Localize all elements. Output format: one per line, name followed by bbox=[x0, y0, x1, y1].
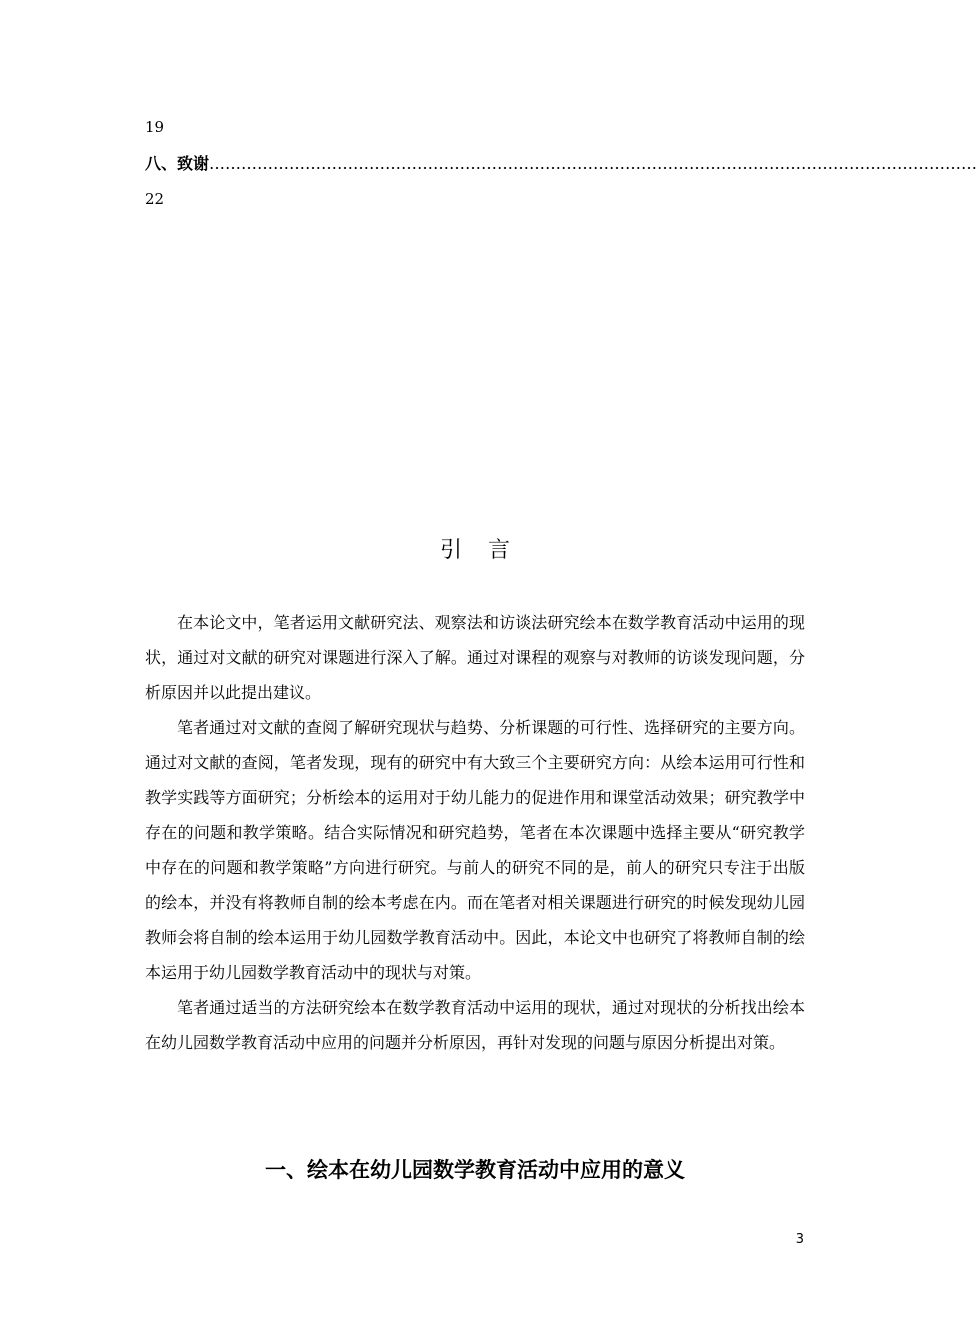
intro-paragraph-1: 在本论文中，笔者运用文献研究法、观察法和访谈法研究绘本在数学教育活动中运用的现状，通过对文献的研究对课题进行深入了解。通过对课程的观察与对教师的访谈发现问题，分析原因并以此提出建议。 bbox=[145, 613, 805, 702]
toc-entry-acknowledgements[interactable] bbox=[145, 152, 977, 176]
page-number: 3 bbox=[795, 1232, 804, 1247]
toc-entry-label: 八、致谢 bbox=[145, 154, 210, 173]
section-heading: 一、绘本在幼儿园数学教育活动中应用的意义 bbox=[265, 1158, 685, 1182]
toc-page-number-19: 19 bbox=[145, 118, 165, 136]
intro-paragraph-3: 笔者通过适当的方法研究绘本在数学教育活动中运用的现状，通过对现状的分析找出绘本在幼儿园数学教育活动中应用的问题并分析原因，再针对发现的问题与原因分析提出对策。 bbox=[145, 998, 805, 1052]
intro-paragraph-2: 笔者通过对文献的查阅了解研究现状与趋势、分析课题的可行性、选择研究的主要方向。通过对文献的查阅，笔者发现，现有的研究中有大致三个主要研究方向：从绘本运用可行性和教学实践等方面研究；分析绘本的运用对于幼儿能力的促进作用和课堂活动效果；研究教学中存在的问题和教学策略。结合实际情况和研究趋势，笔者在本次课题中选择主要从“研究教学中存在的问题和教学策略”方向进行研究。与前人的研究不同的是，前人的研究只专注于出版的绘本，并没有将教师自制的绘本考虑在内。而在笔者对相关课题进行研究的时候发现幼儿园教师会将自制的绘本运用于幼儿园数学教育活动中。因此，本论文中也研究了将教师自制的绘本运用于幼儿园数学教育活动中的现状与对策。 bbox=[145, 718, 805, 982]
toc-leader-dots: ……………………………………………………………………………………………………………………………… bbox=[209, 154, 977, 173]
toc-page-number-22: 22 bbox=[145, 190, 165, 208]
intro-body bbox=[145, 605, 805, 1060]
intro-title: 引言 bbox=[439, 538, 536, 563]
